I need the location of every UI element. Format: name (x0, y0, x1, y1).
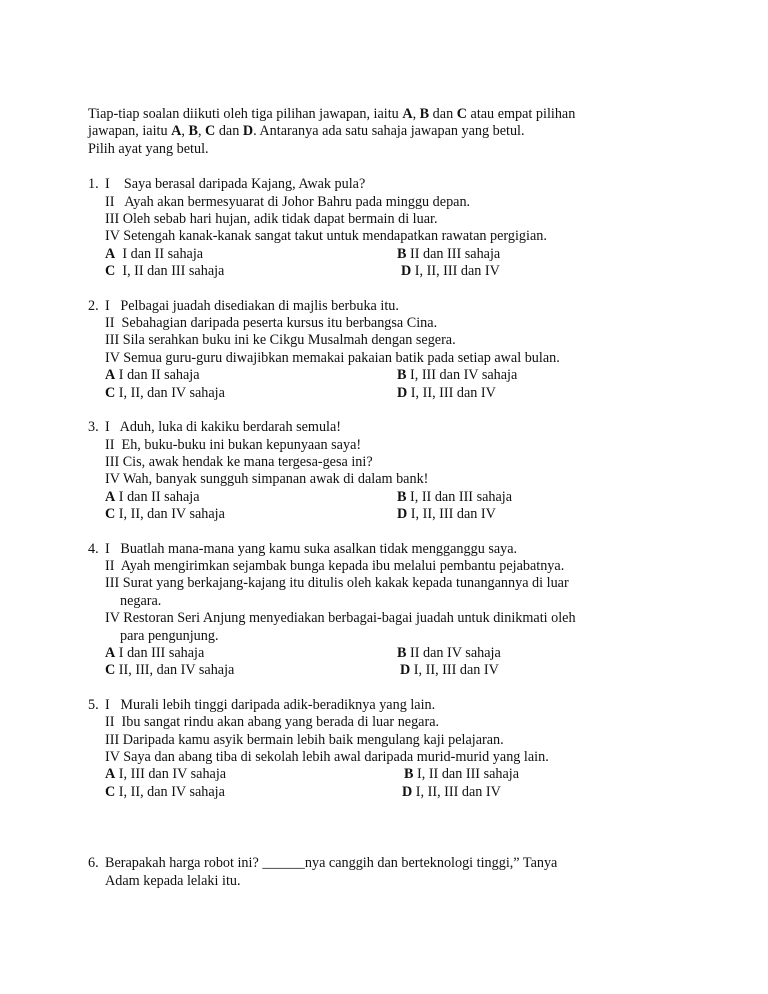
statement-iii: III Sila serahkan buku ini ke Cikgu Musalmah dengan segera. (105, 332, 456, 349)
option-c: C II, III, dan IV sahaja (105, 662, 235, 679)
options-row-1 (88, 367, 728, 384)
instruction-line-1: Tiap-tiap soalan diikuti oleh tiga pilihan jawapan, iaitu A, B dan C atau empat pilihan (88, 106, 576, 122)
options-row-1 (88, 766, 728, 783)
question-number: 2. (88, 297, 99, 314)
statement-iii: III Daripada kamu asyik bermain lebih baik mengulang kaji pelajaran. (105, 731, 504, 748)
question-6-line-1: Berapakah harga robot ini? ______nya canggih dan berteknologi tinggi,” Tanya (105, 855, 558, 872)
options-row-2 (88, 662, 728, 679)
question-5 (88, 697, 728, 801)
statement-i: I Buatlah mana-mana yang kamu suka asalkan tidak mengganggu saya. (105, 540, 518, 557)
instruction-line-3: Pilih ayat yang betul. (88, 140, 209, 157)
statement-iv: IV Wah, banyak sungguh simpanan awak di dalam bank! (105, 471, 429, 488)
option-b: B I, II dan III sahaja (404, 766, 520, 783)
statement-i: I Pelbagai juadah disediakan di majlis berbuka itu. (105, 297, 399, 314)
question-number: 5. (88, 696, 99, 713)
statement-iii: III Oleh sebab hari hujan, adik tidak dapat bermain di luar. (105, 211, 438, 228)
statement-iv: IV Setengah kanak-kanak sangat takut untuk mendapatkan rawatan pergigian. (105, 228, 547, 245)
options-row-2 (88, 385, 728, 402)
question-number: 1. (88, 176, 99, 193)
option-d: D I, II, III dan IV (401, 263, 500, 280)
option-a: A I, III dan IV sahaja (105, 766, 227, 783)
question-6 (88, 855, 728, 890)
option-a: A I dan II sahaja (105, 245, 204, 262)
statement-iv: IV Restoran Seri Anjung menyediakan berbagai-bagai juadah untuk dinikmati oleh (105, 610, 576, 627)
options-row-1 (88, 645, 728, 662)
options-row-2 (88, 506, 728, 523)
options-row-1 (88, 489, 728, 506)
option-c: C I, II, dan IV sahaja (105, 506, 225, 523)
option-b: B II dan IV sahaja (397, 644, 501, 661)
statement-ii: II Ibu sangat rindu akan abang yang berada di luar negara. (105, 714, 440, 731)
statement-ii: II Ayah mengirimkan sejambak bunga kepada ibu melalui pembantu pejabatnya. (105, 557, 565, 574)
option-b: B I, III dan IV sahaja (397, 367, 518, 384)
instructions (88, 106, 728, 158)
option-a: A I dan III sahaja (105, 644, 205, 661)
question-3 (88, 419, 728, 523)
option-a: A I dan II sahaja (105, 488, 200, 505)
option-b: B I, II dan III sahaja (397, 488, 513, 505)
question-number: 6. (88, 855, 99, 872)
statement-iv-continued: para pengunjung. (120, 627, 219, 644)
statement-i: I Murali lebih tinggi daripada adik-beradiknya yang lain. (105, 696, 436, 713)
option-d: D I, II, III dan IV (400, 662, 499, 679)
option-d: D I, II, III dan IV (397, 384, 496, 401)
statement-i: I Aduh, luka di kakiku berdarah semula! (105, 419, 341, 436)
question-2 (88, 298, 728, 402)
option-c: C I, II, dan IV sahaja (105, 384, 225, 401)
question-1 (88, 176, 728, 280)
option-c: C I, II dan III sahaja (105, 263, 225, 280)
options-row-2 (88, 263, 728, 280)
statement-iii-continued: negara. (120, 592, 162, 609)
statement-iv: IV Semua guru-guru diwajibkan memakai pakaian batik pada setiap awal bulan. (105, 349, 560, 366)
options-row-1 (88, 246, 728, 263)
instruction-line-2: jawapan, iaitu A, B, C dan D. Antaranya ada satu sahaja jawapan yang betul. (88, 123, 525, 140)
exam-page (88, 106, 728, 907)
option-b: B II dan III sahaja (397, 245, 501, 262)
statement-ii: II Sebahagian daripada peserta kursus itu berbangsa Cina. (105, 315, 438, 332)
question-number: 3. (88, 419, 99, 436)
statement-iii: III Cis, awak hendak ke mana tergesa-gesa ini? (105, 453, 373, 470)
statement-i: I Saya berasal daripada Kajang, Awak pula? (105, 176, 366, 193)
option-a: A I dan II sahaja (105, 367, 200, 384)
option-d: D I, II, III dan IV (397, 506, 496, 523)
option-d: D I, II, III dan IV (402, 783, 501, 800)
statement-ii: II Ayah akan bermesyuarat di Johor Bahru pada minggu depan. (105, 193, 471, 210)
statement-iv: IV Saya dan abang tiba di sekolah lebih awal daripada murid-murid yang lain. (105, 749, 549, 765)
question-6-line-2: Adam kepada lelaki itu. (105, 872, 241, 889)
option-c: C I, II, dan IV sahaja (105, 783, 225, 800)
question-4 (88, 541, 728, 680)
options-row-2 (88, 784, 728, 801)
question-number: 4. (88, 540, 99, 557)
statement-ii: II Eh, buku-buku ini bukan kepunyaan saya! (105, 436, 362, 453)
statement-iii: III Surat yang berkajang-kajang itu ditulis oleh kakak kepada tunangannya di luar (105, 575, 569, 592)
